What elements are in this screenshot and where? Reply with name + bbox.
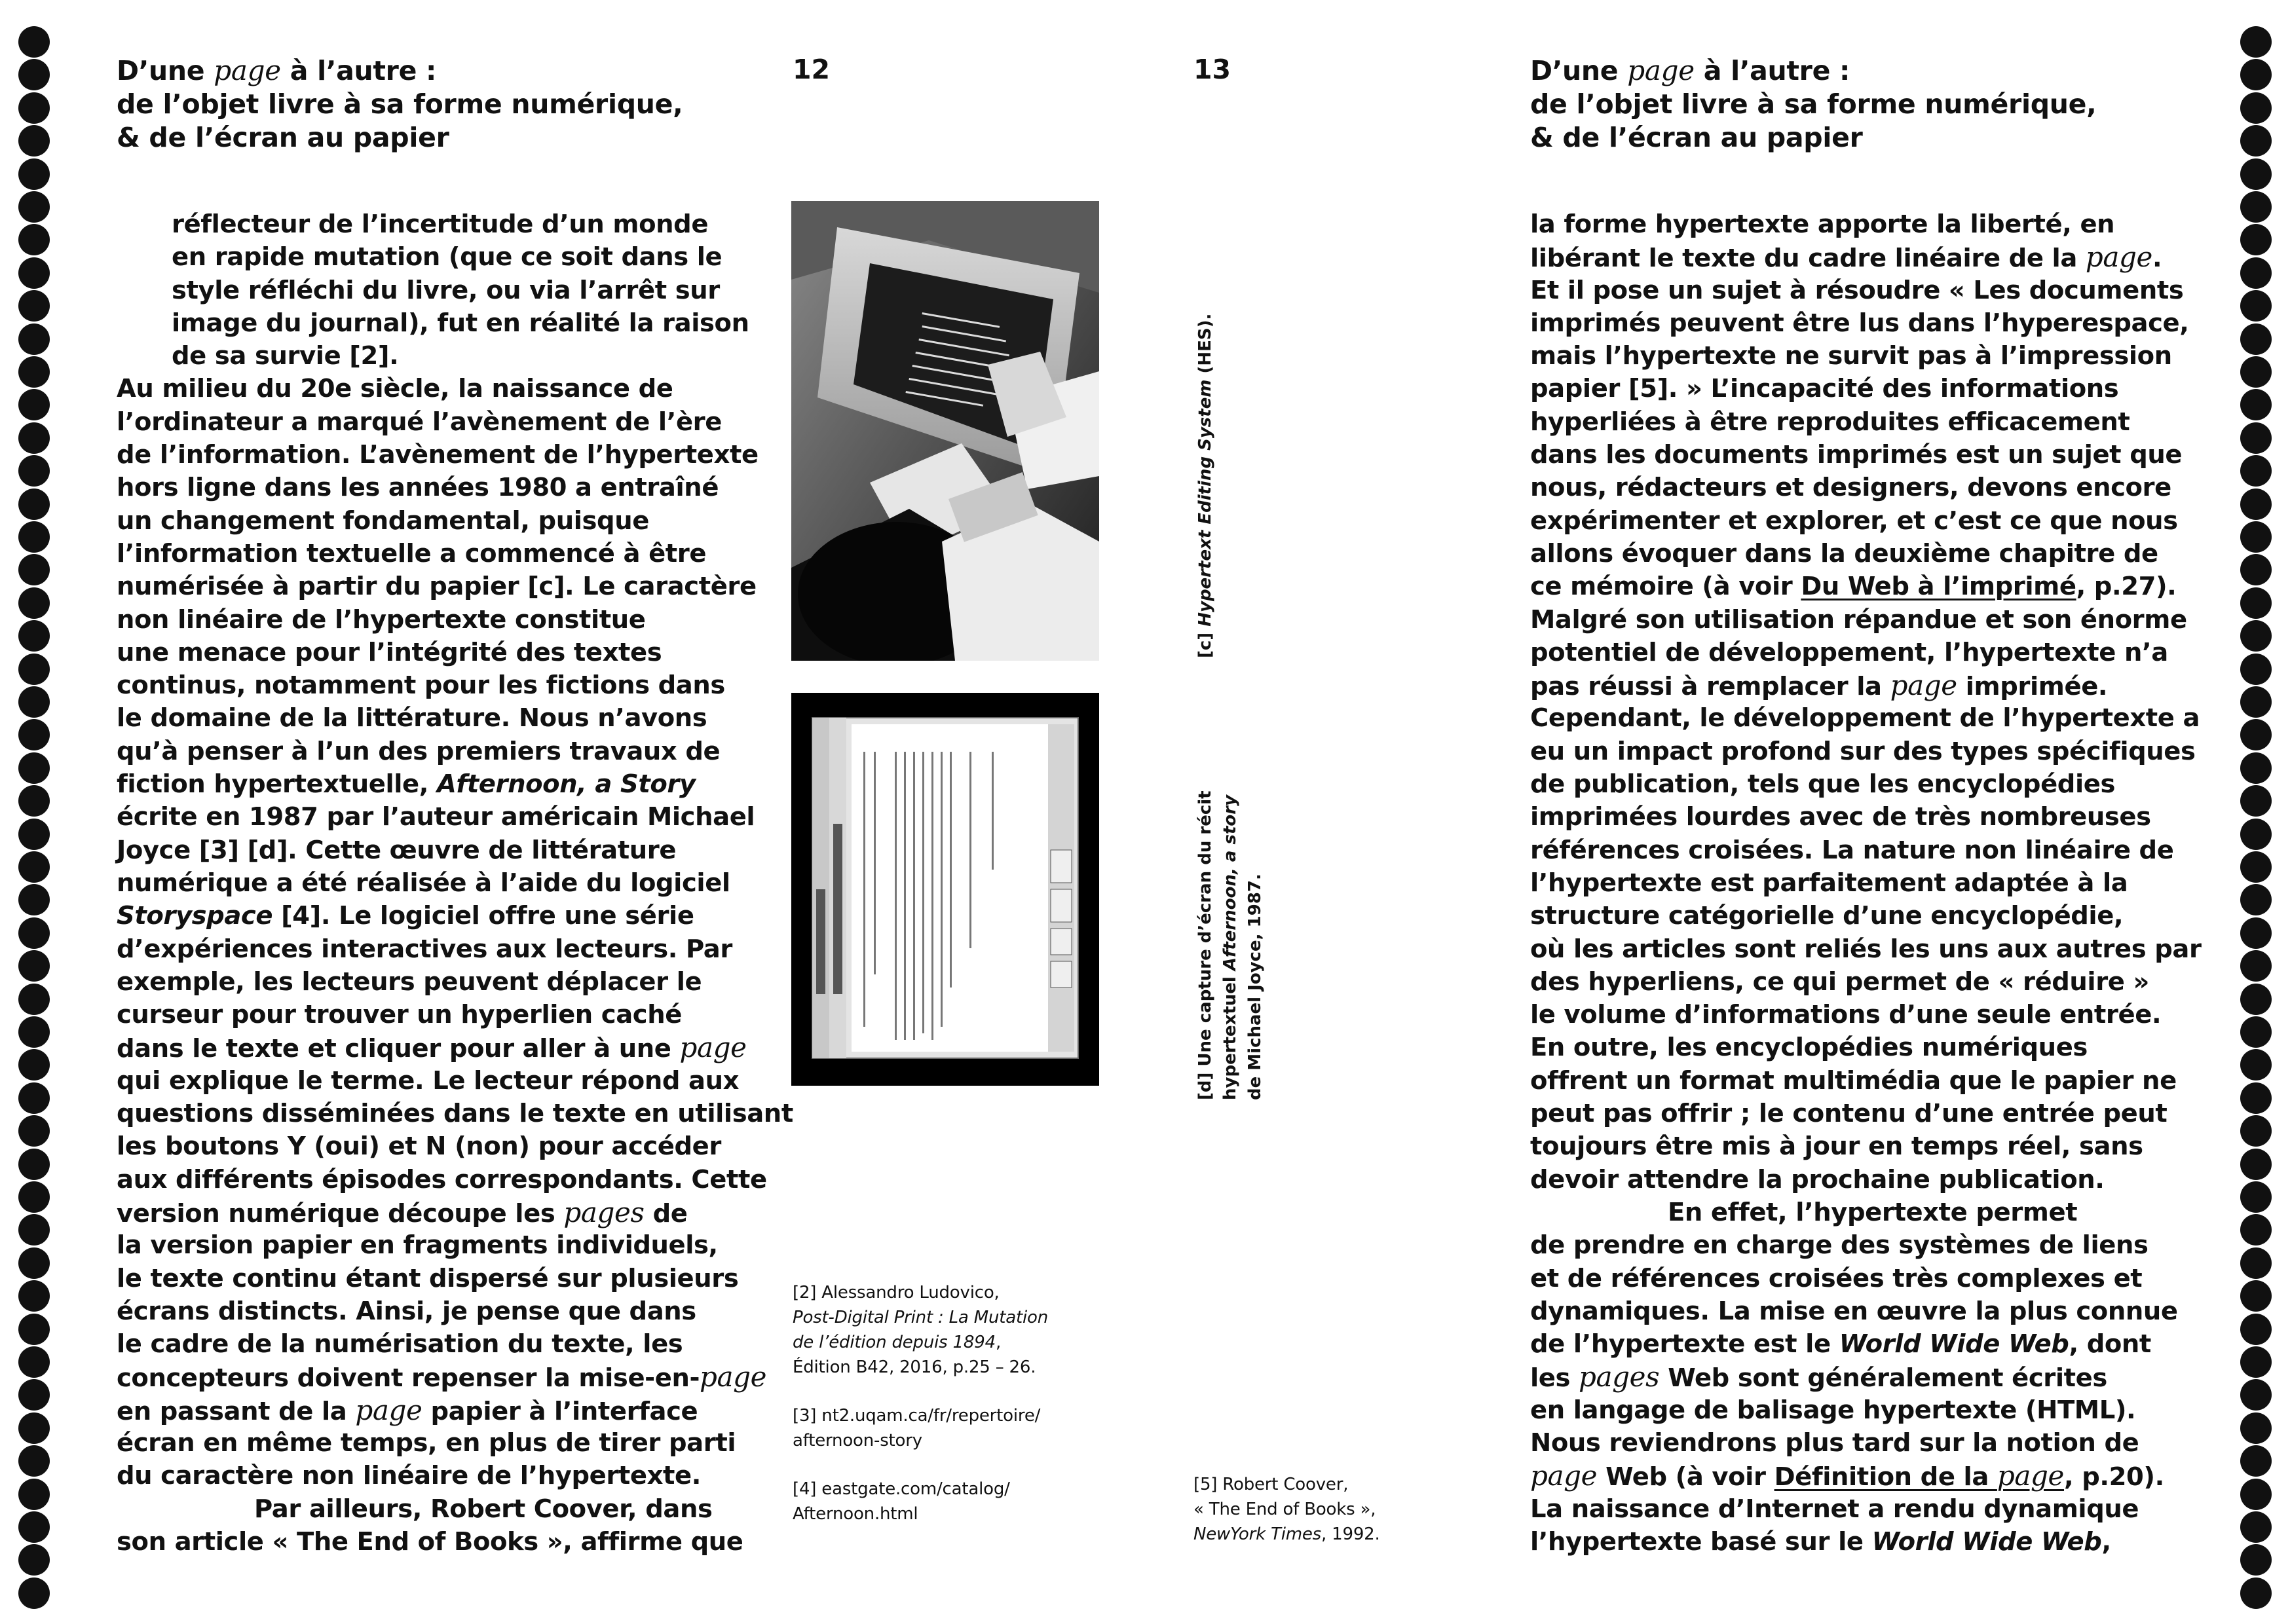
binding-hole-dot xyxy=(2240,26,2272,58)
binding-hole-dot xyxy=(2240,917,2272,949)
text-line: l’information textuelle a commencé à être xyxy=(117,538,707,568)
binding-hole-dot xyxy=(2240,323,2272,355)
binding-hole-dot xyxy=(18,1578,50,1609)
text-line: imprimés peuvent être lus dans l’hyperespace, xyxy=(1530,308,2189,338)
binding-hole-dot xyxy=(18,587,50,619)
binding-hole-dot xyxy=(18,1280,50,1312)
binding-hole-dot xyxy=(18,158,50,190)
text-line: style réfléchi du livre, ou via l’arrêt sur xyxy=(172,275,720,305)
text-line: non linéaire de l’hypertexte constitue xyxy=(117,604,646,635)
text-line: Storyspace [4]. Le logiciel offre une série xyxy=(117,901,694,931)
text-line: mais l’hypertexte ne survit pas à l’impression xyxy=(1530,341,2172,371)
binding-hole-dot xyxy=(18,950,50,982)
text-line: devoir attendre la prochaine publication. xyxy=(1530,1164,2105,1194)
binding-hole-dot xyxy=(18,1214,50,1246)
text-line: un changement fondamental, puisque xyxy=(117,506,649,536)
binding-hole-dot xyxy=(18,489,50,520)
binding-hole-dot xyxy=(2240,158,2272,190)
text-line: exemple, les lecteurs peuvent déplacer le xyxy=(117,967,702,997)
text-line: questions disséminées dans le texte en utilisant xyxy=(117,1099,793,1129)
text-line: de publication, tels que les encyclopédies xyxy=(1530,769,2115,800)
binding-hole-dot xyxy=(2240,752,2272,784)
binding-hole-dot xyxy=(18,1544,50,1576)
binding-hole-dot xyxy=(18,224,50,255)
binding-hole-dot xyxy=(2240,1479,2272,1510)
text-line: aux différents épisodes correspondants. Cette xyxy=(117,1164,767,1194)
text-line: papier [5]. » L’incapacité des informations xyxy=(1530,374,2119,404)
text-line: écrite en 1987 par l’auteur américain Michael xyxy=(117,802,755,832)
binding-hole-dot xyxy=(2240,1511,2272,1543)
caption-d: [d] Une capture d’écran du récit hypertextuel Afternoon, a story de Michael Joyce, 1987. xyxy=(1195,790,1265,1100)
binding-hole-dot xyxy=(2240,1149,2272,1180)
text-line: son article « The End of Books », affirme que xyxy=(117,1526,743,1557)
text-line: les boutons Y (oui) et N (non) pour accéder xyxy=(117,1132,721,1162)
text-line: curseur pour trouver un hyperlien caché xyxy=(117,1000,682,1030)
afternoon-window-graphic xyxy=(791,693,1099,1086)
text-line: en rapide mutation (que ce soit dans le xyxy=(172,242,723,272)
text-line: en langage de balisage hypertexte (HTML). xyxy=(1530,1395,2136,1425)
binding-hole-dot xyxy=(2240,290,2272,322)
text-line: et de références croisées très complexes et xyxy=(1530,1263,2143,1293)
cross-reference-link[interactable]: Définition de la page xyxy=(1774,1460,2064,1492)
binding-hole-dot xyxy=(18,92,50,124)
text-line: concepteurs doivent repenser la mise-en-page xyxy=(117,1361,767,1393)
binding-hole-dot xyxy=(2240,1379,2272,1411)
text-line: Par ailleurs, Robert Coover, dans xyxy=(254,1494,713,1524)
binding-hole-dot xyxy=(18,1346,50,1378)
text-line: des hyperliens, ce qui permet de « réduire » xyxy=(1530,967,2149,997)
binding-hole-dot xyxy=(18,1445,50,1477)
binding-hole-dot xyxy=(2240,1082,2272,1114)
text-line: image du journal), fut en réalité la raison xyxy=(172,308,749,338)
text-line: références croisées. La nature non linéaire de xyxy=(1530,835,2174,865)
binding-hole-dot xyxy=(2240,224,2272,255)
text-line: de prendre en charge des systèmes de liens xyxy=(1530,1230,2149,1261)
text-line: fiction hypertextuelle, Afternoon, a Story xyxy=(117,769,696,800)
screenshot-afternoon-a-story xyxy=(791,693,1099,1086)
text-line: Malgré son utilisation répandue et son énorme xyxy=(1530,604,2187,635)
binding-hole-dot xyxy=(2240,719,2272,750)
binding-hole-dot xyxy=(18,356,50,388)
binding-hole-dot xyxy=(18,422,50,454)
footnote-5: [5] Robert Coover, « The End of Books », NewYork Times, 1992. xyxy=(1193,1475,1380,1544)
text-line: l’ordinateur a marqué l’avènement de l’ère xyxy=(117,407,722,437)
binding-hole-dot xyxy=(2240,686,2272,718)
binding-hole-dot xyxy=(18,455,50,487)
binding-hole-dot xyxy=(18,984,50,1015)
text-line: l’hypertexte est parfaitement adaptée à la xyxy=(1530,868,2128,898)
binding-hole-dot xyxy=(18,1479,50,1510)
binding-hole-dot xyxy=(2240,1280,2272,1312)
binding-hole-dot xyxy=(2240,489,2272,520)
text-line: qui explique le terme. Le lecteur répond aux xyxy=(117,1065,740,1096)
binding-hole-dot xyxy=(18,1511,50,1543)
binding-hole-dot xyxy=(2240,1314,2272,1345)
text-line: dynamiques. La mise en œuvre la plus connue xyxy=(1530,1296,2178,1326)
text-line: de l’information. L’avènement de l’hypertexte xyxy=(117,440,759,470)
text-line: une menace pour l’intégrité des textes xyxy=(117,637,662,667)
right-body-text xyxy=(1530,208,2202,1559)
binding-hole-dot xyxy=(2240,191,2272,223)
binding-hole-dot xyxy=(18,719,50,750)
binding-hole-dot xyxy=(2240,422,2272,454)
caption-c: [c] Hypertext Editing System (HES). xyxy=(1195,313,1215,658)
binding-hole-dot xyxy=(18,917,50,949)
binding-hole-dot xyxy=(2240,819,2272,850)
binding-hole-dot xyxy=(2240,455,2272,487)
text-line: dans les documents imprimés est un sujet que xyxy=(1530,440,2183,470)
text-line: toujours être mis à jour en temps réel, sans xyxy=(1530,1132,2143,1162)
text-line: Et il pose un sujet à résoudre « Les documents xyxy=(1530,275,2184,305)
running-header-left: D’une page à l’autre : de l’objet livre à sa forme numérique, & de l’écran au papier xyxy=(117,54,683,153)
binding-hole-dot xyxy=(18,26,50,58)
binding-hole-dot xyxy=(18,1412,50,1444)
binding-hole-dot xyxy=(18,1379,50,1411)
binding-hole-dot xyxy=(2240,851,2272,883)
binding-hole-dot xyxy=(2240,1247,2272,1279)
binding-hole-dot xyxy=(18,1115,50,1147)
text-line: le texte continu étant dispersé sur plusieurs xyxy=(117,1263,739,1293)
text-line: nous, rédacteurs et designers, devons encore xyxy=(1530,473,2171,503)
text-line: expérimenter et explorer, et c’est ce que nous xyxy=(1530,506,2178,536)
text-line: où les articles sont reliés les uns aux autres par xyxy=(1530,934,2202,964)
binding-hole-dot xyxy=(2240,1578,2272,1609)
binding-hole-dot xyxy=(2240,1445,2272,1477)
text-line: libérant le texte du cadre linéaire de la page. xyxy=(1530,241,2162,274)
text-line: d’expériences interactives aux lecteurs. Par xyxy=(117,934,732,964)
text-line: de sa survie [2]. xyxy=(172,341,399,371)
binding-hole-dot xyxy=(18,819,50,850)
text-line: En outre, les encyclopédies numériques xyxy=(1530,1033,2088,1063)
binding-hole-dot xyxy=(18,851,50,883)
text-line: imprimées lourdes avec de très nombreuses xyxy=(1530,802,2151,832)
binding-hole-dot xyxy=(2240,587,2272,619)
text-line: dans le texte et cliquer pour aller à une page xyxy=(117,1031,747,1064)
text-line: ce mémoire (à voir Du Web à l’imprimé, p.27). xyxy=(1530,572,2177,602)
text-line: allons évoquer dans la deuxième chapitre de xyxy=(1530,538,2158,568)
binding-hole-dot xyxy=(2240,554,2272,585)
binding-hole-dot xyxy=(18,1082,50,1114)
binding-hole-dot xyxy=(18,1049,50,1080)
binding-hole-dot xyxy=(2240,620,2272,652)
binding-hole-dot xyxy=(2240,1412,2272,1444)
text-line: La naissance d’Internet a rendu dynamique xyxy=(1530,1494,2139,1524)
binding-hole-dot xyxy=(18,125,50,157)
text-line: continus, notamment pour les fictions dans xyxy=(117,671,725,701)
binding-hole-dot xyxy=(2240,389,2272,420)
text-line: offrent un format multimédia que le papier ne xyxy=(1530,1065,2177,1096)
text-line: le domaine de la littérature. Nous n’avons xyxy=(117,703,707,733)
text-line: réflecteur de l’incertitude d’un monde xyxy=(172,210,709,239)
text-line: eu un impact profond sur des types spécifiques xyxy=(1530,736,2196,766)
text-line: qu’à penser à l’un des premiers travaux de xyxy=(117,736,721,766)
binding-hole-dot xyxy=(2240,1049,2272,1080)
binding-hole-dot xyxy=(2240,1115,2272,1147)
binding-hole-dot xyxy=(2240,125,2272,157)
binding-hole-dot xyxy=(2240,984,2272,1015)
text-line: Joyce [3] [d]. Cette œuvre de littérature xyxy=(117,835,677,865)
left-body-text xyxy=(117,208,793,1559)
running-header-right: D’une page à l’autre : de l’objet livre à sa forme numérique, & de l’écran au papier xyxy=(1530,54,2097,153)
binding-hole-dot xyxy=(18,1181,50,1213)
binding-hole-dot xyxy=(2240,950,2272,982)
binding-hole-dot xyxy=(18,1247,50,1279)
text-line: du caractère non linéaire de l’hypertexte. xyxy=(117,1461,701,1491)
page-number-left: 12 xyxy=(793,54,831,85)
cross-reference-link[interactable]: Du Web à l’imprimé xyxy=(1801,572,2076,602)
text-line: pas réussi à remplacer la page imprimée. xyxy=(1530,669,2108,702)
binding-hole-dot xyxy=(18,884,50,915)
photo-person-at-computer-terminal xyxy=(791,201,1099,661)
text-line: en passant de la page papier à l’interface xyxy=(117,1393,698,1426)
text-line: page Web (à voir Définition de la page, p.20). xyxy=(1530,1460,2164,1492)
text-line: l’hypertexte basé sur le World Wide Web, xyxy=(1530,1526,2111,1557)
text-line: Au milieu du 20e siècle, la naissance de xyxy=(117,374,673,404)
binding-hole-dot xyxy=(2240,785,2272,817)
binding-hole-dot xyxy=(2240,1214,2272,1246)
text-line: peut pas offrir ; le contenu d’une entrée peut xyxy=(1530,1099,2168,1129)
binding-hole-dot xyxy=(18,1149,50,1180)
text-line: le cadre de la numérisation du texte, les xyxy=(117,1329,683,1359)
text-line: Nous reviendrons plus tard sur la notion de xyxy=(1530,1428,2139,1458)
text-line: numérique a été réalisée à l’aide du logiciel xyxy=(117,868,730,898)
binding-hole-dot xyxy=(18,554,50,585)
binding-hole-dot xyxy=(18,191,50,223)
binding-hole-dot xyxy=(18,389,50,420)
text-line: la version papier en fragments individuels, xyxy=(117,1230,718,1261)
binding-hole-dot xyxy=(2240,1181,2272,1213)
text-line: potentiel de développement, l’hypertexte n’a xyxy=(1530,637,2168,667)
text-line: écrans distincts. Ainsi, je pense que dans xyxy=(117,1296,696,1326)
text-line: structure catégorielle d’une encyclopédie, xyxy=(1530,901,2124,931)
binding-hole-dot xyxy=(18,654,50,685)
binding-hole-dot xyxy=(18,686,50,718)
photo-hypertext-editing-system xyxy=(791,201,1099,661)
binding-hole-dot xyxy=(18,620,50,652)
text-line: les pages Web sont généralement écrites xyxy=(1530,1361,2107,1393)
binding-hole-dot xyxy=(18,323,50,355)
binding-hole-dot xyxy=(18,785,50,817)
binding-hole-dot xyxy=(18,1016,50,1048)
binding-hole-dot xyxy=(18,752,50,784)
binding-hole-dot xyxy=(2240,257,2272,289)
footnotes-left: [2] Alessandro Ludovico, Post-Digital Print : La Mutation de l’édition depuis 1894, Édition B42, 2016, p.25 – 26. [3] nt2.uqam.ca/fr/repertoire/ afternoon-story [4] eastgate.com/catalog/ Afternoon.html xyxy=(793,1283,1048,1524)
text-line: Cependant, le développement de l’hypertexte a xyxy=(1530,703,2200,733)
text-line: hors ligne dans les années 1980 a entraîné xyxy=(117,473,719,503)
binding-hole-dot xyxy=(2240,1346,2272,1378)
text-line: version numérique découpe les pages de xyxy=(117,1196,688,1228)
binding-hole-dot xyxy=(2240,59,2272,90)
page-number-right: 13 xyxy=(1193,54,1231,85)
binding-hole-dot xyxy=(2240,654,2272,685)
binding-hole-dot xyxy=(2240,884,2272,915)
binding-hole-dot xyxy=(2240,1544,2272,1576)
text-line: de l’hypertexte est le World Wide Web, dont xyxy=(1530,1329,2151,1359)
binding-hole-dot xyxy=(18,1314,50,1345)
binding-hole-dot xyxy=(18,257,50,289)
binding-hole-dot xyxy=(2240,521,2272,553)
text-line: le volume d’informations d’une seule entrée. xyxy=(1530,1000,2162,1030)
binding-hole-dot xyxy=(18,521,50,553)
text-line: En effet, l’hypertexte permet xyxy=(1668,1197,2078,1227)
binding-hole-dot xyxy=(18,290,50,322)
binding-hole-dot xyxy=(2240,356,2272,388)
binding-hole-dot xyxy=(2240,1016,2272,1048)
binding-hole-dot xyxy=(2240,92,2272,124)
binding-hole-dot xyxy=(18,59,50,90)
text-line: hyperliées à être reproduites efficacement xyxy=(1530,407,2130,437)
text-line: écran en même temps, en plus de tirer parti xyxy=(117,1428,736,1458)
text-line: la forme hypertexte apporte la liberté, en xyxy=(1530,210,2115,239)
text-line: numérisée à partir du papier [c]. Le caractère xyxy=(117,572,757,602)
